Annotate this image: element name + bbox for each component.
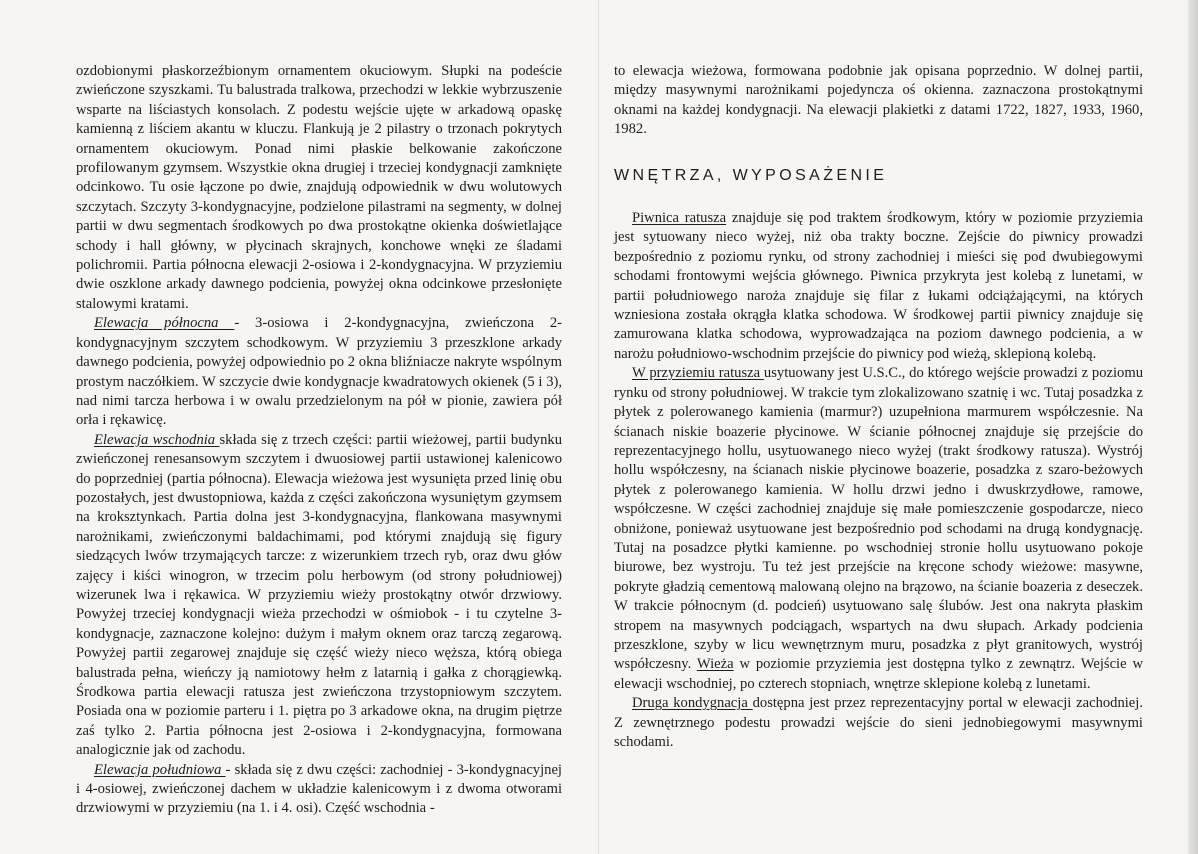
section-label: Piwnica ratusza	[632, 210, 727, 227]
section-label: W przyziemiu ratusza	[632, 365, 764, 382]
paragraph: ozdobionymi płaskorzeźbionym ornamentem okuciowym. Słupki na podeście zwieńczone szyszkami. Tu balustrada tralkowa, przechodzi w lekkie wybrzuszenie wsparte na liściastych konsolach. Z podestu wejście ujęte w arkadową opaskę kamienną z liściem akantu w kluczu. Flankują je 2 pilastry o trzonach pokrytych ornamentem okuciowym. Ponad nimi płaskie belkowanie zakończone profilowanym gzymsem. Wszystkie okna drugiej i trzeciej kondygnacji zamknięte odcinkowo. Tu osie łączone po dwie, znajdują odpowiednik w dwu wolutowych szczytach. Szczyty 3-kondygnacyjne, podzielone pilastrami na segmenty, w dolnej partii w dwu segmentach środkowych po dwa prostokątne okienka doświetlające schody i hall główny, w płycinach skrajnych, konchowe wnęki ze śladami polichromii. Partia północna elewacji 2-osiowa i 2-kondygnacyjna. W przyziemiu dwie oszklone arkady dawnego podcienia, powyżej okna odcinkowe przesłonięte stalowymi kratami.	[76, 63, 562, 312]
section-heading: WNĘTRZA, WYPOSAŻENIE	[614, 166, 888, 184]
right-column	[614, 62, 1143, 752]
paragraph-second-floor: Druga kondygnacja dostępna jest przez reprezentacyjny portal w elewacji zachodniej. Z zewnętrznego podestu prowadzi wejście do sieni jednobiegowymi masywnymi schodami.	[614, 695, 1143, 750]
paragraph-east-elevation: Elewacja wschodnia składa się z trzech części: partii wieżowej, partii budynku zwieńczonej renesansowym szczytem i dwuosiowej partii ustawionej kalenicowo do poprzedniej (partia północna). Elewacja wieżowa jest wysunięta przed linię obu pozostałych, jest dwustopniowa, każda z części zakończona wysuniętym gzymsem na kroksztynkach. Partia dolna jest 3-kondygnacyjna, flankowana masywnymi narożnikami, zwieńczonymi baldachimami, pod którymi znajdują się figury siedzących lwów trzymających tarcze: z wizerunkiem trzech ryb, oraz dwu głów zajęcy i kiści winogron, w trzecim polu herbowym (od strony południowej) wizerunek lwa i rękawica. W przyziemiu wieży prostokątny otwór drzwiowy. Powyżej trzeciej kondygnacji wieża przechodzi w ośmiobok - i tu czytelne 3-kondygnacje, zaznaczone kolejno: dużym i małym oknem oraz tarczą zegarową. Powyżej partii zegarowej znajduje się część wieży nieco węższa, którą obiega balustrada pełna, wieńczy ją namiotowy hełm z latarnią i gałka z chorągiewką. Środkowa partia elewacji ratusza jest zwieńczona trzystopniowym szczytem. Posiada ona w poziomie parteru i 1. piętra po 3 arkadowe okna, na drugim piętrze zaś tylko 2. Partia północna jest 2-osiowa i 2-kondygnacyjna, formowana analogicznie jak od zachodu.	[76, 431, 562, 759]
paragraph-north-elevation: Elewacja północna - 3-osiowa i 2-kondygnacyjna, zwieńczona 2-kondygnacyjnym szczytem schodkowym. W przyziemiu 3 przeszklone arkady dawnego podcienia, powyżej odpowiednio po 2 okna bliźniacze nakryte wspólnym prostym naczółkiem. W szczycie dwie kondygnacje kwadratowych okienek (5 i 3), nad nimi tarcza herbowa i w owalu przedzielonym na pół w pionie, zawiera pół orła i rękawicę.	[76, 315, 562, 429]
section-label: Elewacja południowa	[94, 761, 226, 778]
section-label: Elewacja wschodnia	[94, 431, 220, 448]
paragraph: to elewacja wieżowa, formowana podobnie jak opisana poprzednio. W dolnej partii, między masywnymi narożnikami pojedyncza oś okienna. zaznaczona prostokątnymi oknami na każdej kondygnacji. Na elewacji plakietki z datami 1722, 1827, 1933, 1960, 1982.	[614, 63, 1143, 138]
paragraph-ground-floor: W przyziemiu ratusza usytuowany jest U.S.C., do którego wejście prowadzi z poziomu rynku od strony południowej. W trakcie tym zlokalizowano szatnię i wc. Tutaj posadzka z płytek z polerowanego kamienia (marmur?) uzupełniona marmurem współczesnie. Na ścianach niskie boazerie płycinowe. W ścianie północnej znajduje się przejście do reprezentacyjnego hollu, usytuowanego nieco wyżej (trakt środkowy ratusza). Wystrój hollu współczesny, na ścianach niskie płycinowe boazerie, posadzka z szaro-beżowych płytek z polerowanego kamienia. W hollu drzwi jedno i dwuskrzydłowe, ramowe, współczesne. W części zachodniej znajduje się małe pomieszczenie gospodarcze, nieco obniżone, ponieważ usytuowane jest bezpośrednio pod schodami na drugą kondygnację. Tutaj na posadzce płytki kamienne. po wschodniej stronie hollu usytuowano pokoje biurowe, bez wystroju. Tu też jest przejście na kręcone schody wieżowe: masywne, pokryte gładzią cementową malowaną olejno na brązowo, na ścianie boazeria z deseczek. W trakcie północnym (d. podcień) usytuowano salę ślubów. Jest ona nakryta płaskim stropem na masywnych podciągach, wspartych na dwu słupach. Arkady podcienia przeszklone, szyby w licu wewnętrznym muru, posadzka z płyt granitowych, wystrój współczesny. Wieża w poziomie przyziemia jest dostępna tylko z zewnątrz. Wejście w elewacji wschodniej, po czterech stopniach, wnętrze sklepione kolebą z lunetami.	[614, 365, 1143, 692]
page-fold	[598, 0, 599, 854]
section-label: Wieża	[696, 656, 734, 673]
section-label: Elewacja północna	[94, 315, 235, 332]
paragraph-south-elevation: Elewacja południowa - składa się z dwu części: zachodniej - 3-kondygnacyjnej i 4-osiowej, zwieńczonej dachem w układzie kalenicowym i z dwoma otworami drzwiowymi w przyziemiu (na 1. i 4. osi). Część wschodnia -	[76, 761, 562, 817]
page-edge	[1188, 0, 1198, 854]
left-column	[76, 62, 562, 819]
paragraph-cellar: Piwnica ratusza znajduje się pod traktem środkowym, który w poziomie przyziemia jest sytuowany nieco wyżej, niż oba trakty boczne. Zejście do piwnicy prowadzi bezpośrednio z poziomu rynku, od strony zachodniej i mieści się pod dwubiegowymi schodami frontowymi wejścia głównego. Piwnica przykryta jest kolebą z lunetami, w partii południowego naroża znajduje się filar z łukami odciążającymi, na których wzniesiona została okrągła klatka schodowa. W środkowej partii piwnicy znajduje się zamurowana klatka schodowa, wyprowadzająca na poziom dawnego podcienia, a w narożu południowo-wschodnim przejście do piwnicy pod wieżą, sklepioną kolebą.	[614, 210, 1143, 362]
section-label: Druga kondygnacja	[632, 695, 753, 712]
